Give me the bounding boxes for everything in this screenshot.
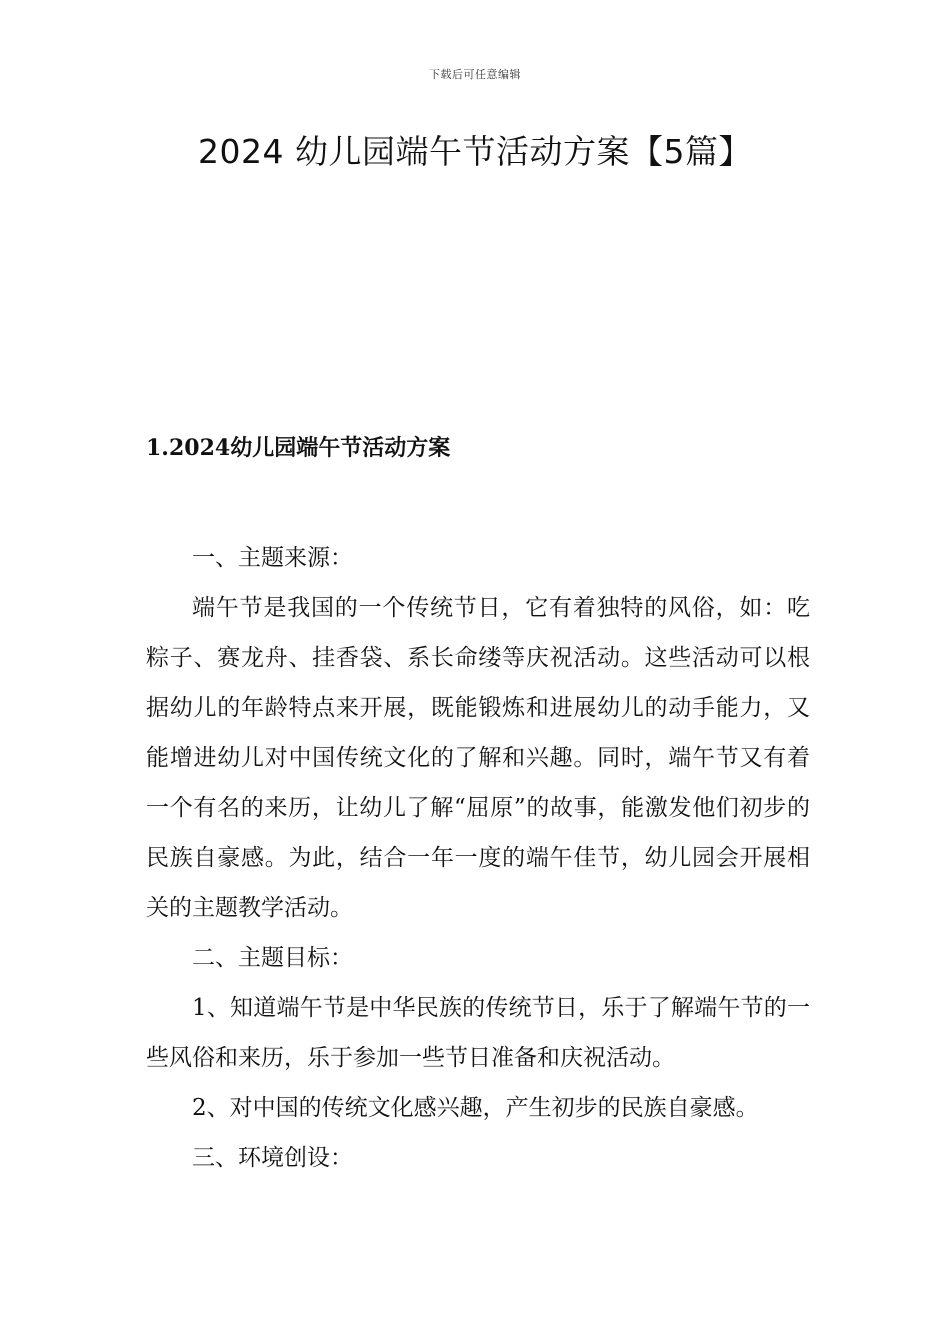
paragraph-theme-source: 端午节是我国的一个传统节日，它有着独特的风俗，如：吃粽子、赛龙舟、挂香袋、系长命缕等庆祝活动。这些活动可以根据幼儿的年龄特点来开展，既能锻炼和进展幼儿的动手能力，又能增进幼儿对中国传统文化的了解和兴趣。同时，端午节又有着一个有名的来历，让幼儿了解“屈原”的故事，能激发他们初步的民族自豪感。为此，结合一年一度的端午佳节，幼儿园会开展相关的主题教学活动。 [146,595,810,921]
paragraph-goal-2: 2、对中国的传统文化感兴趣，产生初步的民族自豪感。 [192,1095,759,1121]
heading-theme-goals: 二、主题目标： [192,945,353,971]
header-note: 下载后可任意编辑 [429,68,521,81]
document-title: 2024 幼儿园端午节活动方案【5篇】 [198,132,752,171]
heading-theme-source: 一、主题来源： [192,545,353,571]
section-title: 1.2024幼儿园端午节活动方案 [146,435,451,461]
document-body [146,533,810,1183]
paragraph-goal-1: 1、知道端午节是中华民族的传统节日，乐于了解端午节的一些风俗和来历，乐于参加一些节日准备和庆祝活动。 [146,995,810,1071]
heading-environment: 三、环境创设： [192,1145,353,1171]
